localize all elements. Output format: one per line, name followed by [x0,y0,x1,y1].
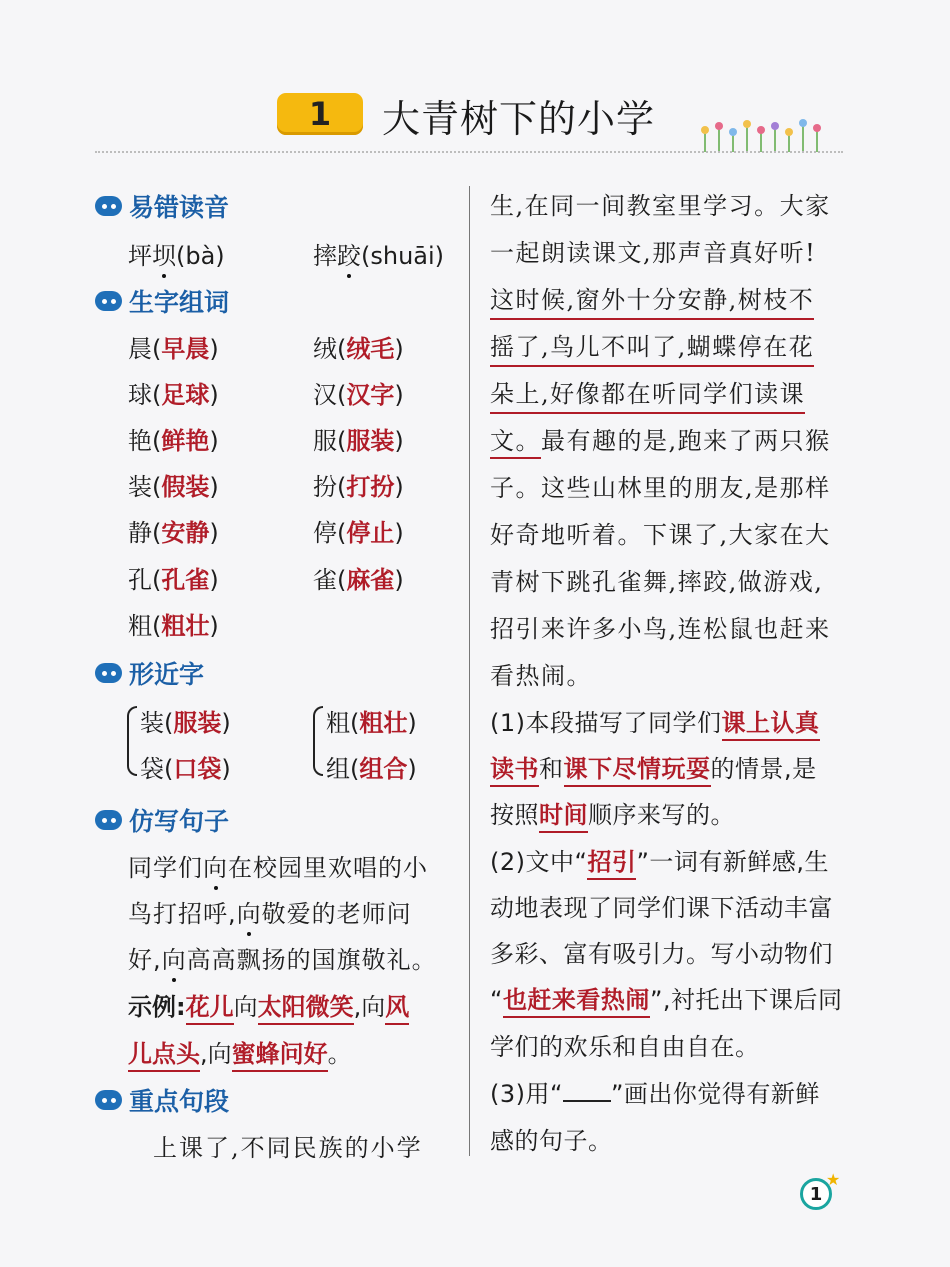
word-group: 静(安静) [128,518,219,547]
answer-blank [563,1082,611,1102]
word-group: 粗(粗壮) [128,611,219,640]
similar-char: 袋(口袋) [140,754,231,783]
section-header-pronunciation [95,188,229,224]
question-2-line: 学们的欢乐和自由自在。 [490,1033,760,1061]
imitate-example-line: 示例:花儿向太阳微笑,向风 [128,987,409,1022]
question-2-line: “也赶来看热闹”,衬托出下课后同 [490,980,843,1015]
word-group: 停(停止) [313,518,404,547]
section-header-key-passage [95,1082,229,1118]
pronunciation-item: 摔跤(shuāi) [313,236,444,271]
question-2-line: (2)文中“招引”一词有新鲜感,生 [490,842,829,877]
passage-line: 文。最有趣的是,跑来了两只猴 [490,421,831,456]
imitate-sentence-line: 好,向高高飘扬的国旗敬礼。 [128,940,437,975]
column-divider [469,186,470,1156]
section-bullet-icon [95,291,122,311]
word-group: 绒(绒毛) [313,334,404,363]
section-label: 形近字 [129,660,205,689]
brace-icon [127,706,137,776]
page-number: 1 [800,1178,832,1210]
word-group: 孔(孔雀) [128,565,219,594]
section-label: 仿写句子 [129,807,230,836]
question-1-line: 按照时间顺序来写的。 [490,795,735,830]
word-group: 球(足球) [128,380,219,409]
imitate-example-line: 儿点头,向蜜蜂问好。 [128,1034,352,1069]
passage-line: 招引来许多小鸟,连松鼠也赶来 [490,615,831,643]
passage-line: 一起朗读课文,那声音真好听! [490,239,817,267]
section-label: 生字组词 [129,288,230,317]
star-icon: ★ [826,1170,841,1189]
similar-char: 装(服装) [140,708,231,737]
question-1-line: 读书和课下尽情玩耍的情景,是 [490,749,817,784]
passage-line-underlined: 摇了,鸟儿不叫了,蝴蝶停在花 [490,327,814,367]
lesson-number: 1 [308,95,332,133]
lesson-number-badge [277,93,363,135]
passage-line: 子。这些山林里的朋友,是那样 [490,474,831,502]
section-bullet-icon [95,1090,122,1110]
question-3-line: (3)用“ ”画出你觉得有新鲜 [490,1080,820,1108]
passage-line: 青树下跳孔雀舞,摔跤,做游戏, [490,568,824,596]
section-bullet-icon [95,663,122,683]
section-header-word-groups [95,283,229,319]
section-header-imitate [95,802,229,838]
brace-icon [313,706,323,776]
word-group: 艳(鲜艳) [128,426,219,455]
word-group: 服(服装) [313,426,404,455]
emphasis-char: 跤 [337,236,361,271]
passage-line: 生,在同一间教室里学习。大家 [490,192,831,220]
passage-line: 看热闹。 [490,662,592,690]
lesson-title: 大青树下的小学 [382,97,656,141]
section-header-similar-chars [95,655,204,691]
similar-char: 粗(粗壮) [326,708,417,737]
question-3-line: 感的句子。 [490,1127,613,1155]
section-bullet-icon [95,810,122,830]
emphasis-char: 坝 [152,236,176,271]
header-divider [95,151,843,153]
section-bullet-icon [95,196,122,216]
passage-line-underlined: 这时候,窗外十分安静,树枝不 [490,280,814,320]
passage-line: 好奇地听着。下课了,大家在大 [490,521,831,549]
question-2-line: 多彩、富有吸引力。写小动物们 [490,940,833,968]
word-group: 扮(打扮) [313,472,404,501]
question-1-line: (1)本段描写了同学们课上认真 [490,703,820,738]
question-2-line: 动地表现了同学们课下活动丰富 [490,894,833,922]
imitate-sentence-line: 同学们向在校园里欢唱的小 [128,848,428,883]
section-label: 重点句段 [129,1087,230,1116]
imitate-sentence-line: 鸟打招呼,向敬爱的老师问 [128,894,412,929]
word-group: 雀(麻雀) [313,565,404,594]
similar-char: 组(组合) [326,754,417,783]
pronunciation-item: 坪坝(bà) [128,236,225,271]
key-passage-first-line: 上课了,不同民族的小学 [153,1134,423,1162]
word-group: 汉(汉字) [313,380,404,409]
passage-line-underlined: 朵上,好像都在听同学们读课 [490,374,805,414]
word-group: 装(假装) [128,472,219,501]
word-group: 晨(早晨) [128,334,219,363]
section-label: 易错读音 [129,193,230,222]
